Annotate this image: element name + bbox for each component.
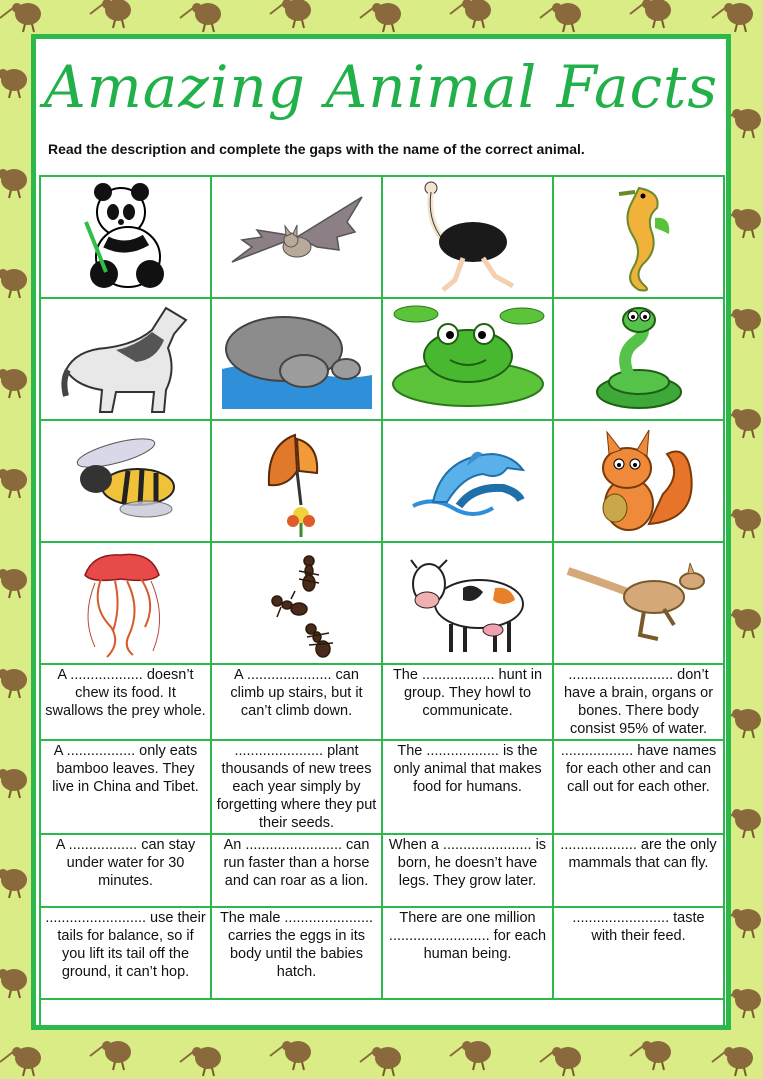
clue-r4-c1: ......................... use their tails for balance, so if you lift its tail off the ground, it can’t hop. — [40, 907, 211, 999]
wolf-icon — [56, 300, 196, 418]
clue-r1-c4: .......................... don’t have a brain, organs or bones. There body consist 95% of water. — [553, 664, 724, 740]
squirrel-icon — [579, 424, 699, 539]
cell-wolf — [40, 298, 211, 420]
panda-icon — [76, 182, 176, 292]
worksheet — [31, 34, 731, 1030]
cell-ostrich — [382, 176, 553, 298]
clue-r3-c3: When a ...................... is born, he doesn’t have legs. They grow later. — [382, 834, 553, 907]
seahorse-icon — [599, 178, 679, 296]
cell-bee — [40, 420, 211, 542]
cell-panda — [40, 176, 211, 298]
cell-hippo — [211, 298, 382, 420]
bat-icon — [227, 192, 367, 282]
clue-r3-c1: A ................. can stay under water for 30 minutes. — [40, 834, 211, 907]
clue-r1-c2: A ..................... can climb up stairs, but it can’t climb down. — [211, 664, 382, 740]
cell-seahorse — [553, 176, 724, 298]
clue-r1-c1: A .................. doesn’t chew its food. It swallows the prey whole. — [40, 664, 211, 740]
cell-jellyfish — [40, 542, 211, 664]
ants-icon — [247, 547, 347, 659]
clue-r2-c1: A ................. only eats bamboo leaves. They live in China and Tibet. — [40, 740, 211, 834]
cell-cow — [382, 542, 553, 664]
empty-footer-row — [40, 999, 724, 1029]
cell-squirrel — [553, 420, 724, 542]
clue-r1-c3: The .................. hunt in group. They howl to communicate. — [382, 664, 553, 740]
cell-kangaroo — [553, 542, 724, 664]
ostrich-icon — [413, 180, 523, 295]
clue-r4-c3: There are one million ......................... for each human being. — [382, 907, 553, 999]
clue-r4-c2: The male ...................... carries the eggs in its body until the babies hatch. — [211, 907, 382, 999]
cell-bat — [211, 176, 382, 298]
page-title: Amazing Animal Facts — [43, 53, 719, 121]
snake-icon — [589, 304, 689, 414]
clue-r3-c2: An ........................ can run faster than a horse and can roar as a lion. — [211, 834, 382, 907]
cow-icon — [403, 548, 533, 658]
hippo-icon — [222, 309, 372, 409]
frog-icon — [388, 304, 548, 414]
instructions: Read the description and complete the gaps with the name of the correct animal. — [48, 141, 585, 157]
clue-r3-c4: ................... are the only mammals that can fly. — [553, 834, 724, 907]
clue-r2-c2: ...................... plant thousands of new trees each year simply by forgetting where they put their seeds. — [211, 740, 382, 834]
bee-icon — [66, 431, 186, 531]
kangaroo-icon — [564, 563, 714, 643]
dolphin-icon — [403, 436, 533, 526]
animal-grid — [39, 175, 725, 1030]
cell-ants — [211, 542, 382, 664]
clue-r4-c4: ........................ taste with their feed. — [553, 907, 724, 999]
cell-frog — [382, 298, 553, 420]
clue-r2-c3: The .................. is the only animal that makes food for humans. — [382, 740, 553, 834]
cell-dolphin — [382, 420, 553, 542]
cell-butterfly — [211, 420, 382, 542]
jellyfish-icon — [71, 547, 181, 659]
clue-r2-c4: .................. have names for each other and can call out for each other. — [553, 740, 724, 834]
butterfly-icon — [257, 425, 337, 537]
cell-snake — [553, 298, 724, 420]
